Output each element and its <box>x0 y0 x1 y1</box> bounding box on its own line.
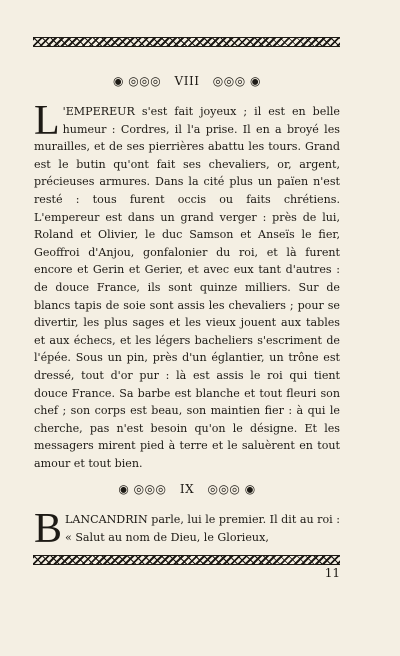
page-number: 11 <box>324 566 340 580</box>
ornament-left: ◉ ◎◎◎ <box>113 74 162 88</box>
paragraph-ix <box>34 506 340 552</box>
ornament-right: ◎◎◎ ◉ <box>212 74 261 88</box>
chapter-number: IX <box>179 482 195 496</box>
chapter-heading-viii <box>0 74 374 88</box>
top-decorative-band <box>33 37 340 47</box>
ornament-right: ◎◎◎ ◉ <box>207 482 256 496</box>
chapter-number: VIII <box>174 74 200 88</box>
ornament-left: ◉ ◎◎◎ <box>118 482 167 496</box>
bottom-decorative-band <box>33 555 340 565</box>
paragraph-text: parle, lui le premier. Il dit au roi : « Salut au nom de Dieu, le Glorieux, <box>65 513 340 544</box>
smallcaps-lead: 'EMPEREUR <box>62 105 135 118</box>
chapter-heading-ix <box>0 482 374 496</box>
paragraph-viii <box>34 98 340 472</box>
smallcaps-lead: LANCANDRIN <box>65 513 148 526</box>
drop-cap: L <box>34 98 60 144</box>
paragraph-text: s'est fait joyeux ; il est en belle humeur : Cordres, il l'a prise. Il en a broyé les murailles, et de ses pierrières abattu les tours. Grand est le butin qu'ont fait ses chevaliers, or, argent, précieuses armures. Dans la cité plus un païen n'est resté : tous furent occis ou faits chrétiens. L'empereur est dans un grand verger : près de lui, Roland et Olivier, le duc Samson et Anseïs le fier, Geoffroi d'Anjou, gonfalonier du roi, et là furent encore et Gerin et Gerier, et avec eux tant d'autres : de douce France, ils sont quinze milliers. Sur de blancs tapis de soie sont assis les chevaliers ; pour se divertir, les plus sages et les vieux jouent aux tables et aux échecs, et les légers bacheliers s'escriment de l'épée. Sous un pin, près d'un églantier, un trône est dressé, tout d'or pur : là est assis le roi qui tient douce France. Sa barbe est blanche et tout fleuri son chef ; son corps est beau, son maintien fier : à qui le cherche, pas n'est besoin qu'on le désigne. Et les messagers mirent pied à terre et le saluèrent en tout amour et tout bien. <box>34 105 340 470</box>
drop-cap: B <box>34 506 63 552</box>
